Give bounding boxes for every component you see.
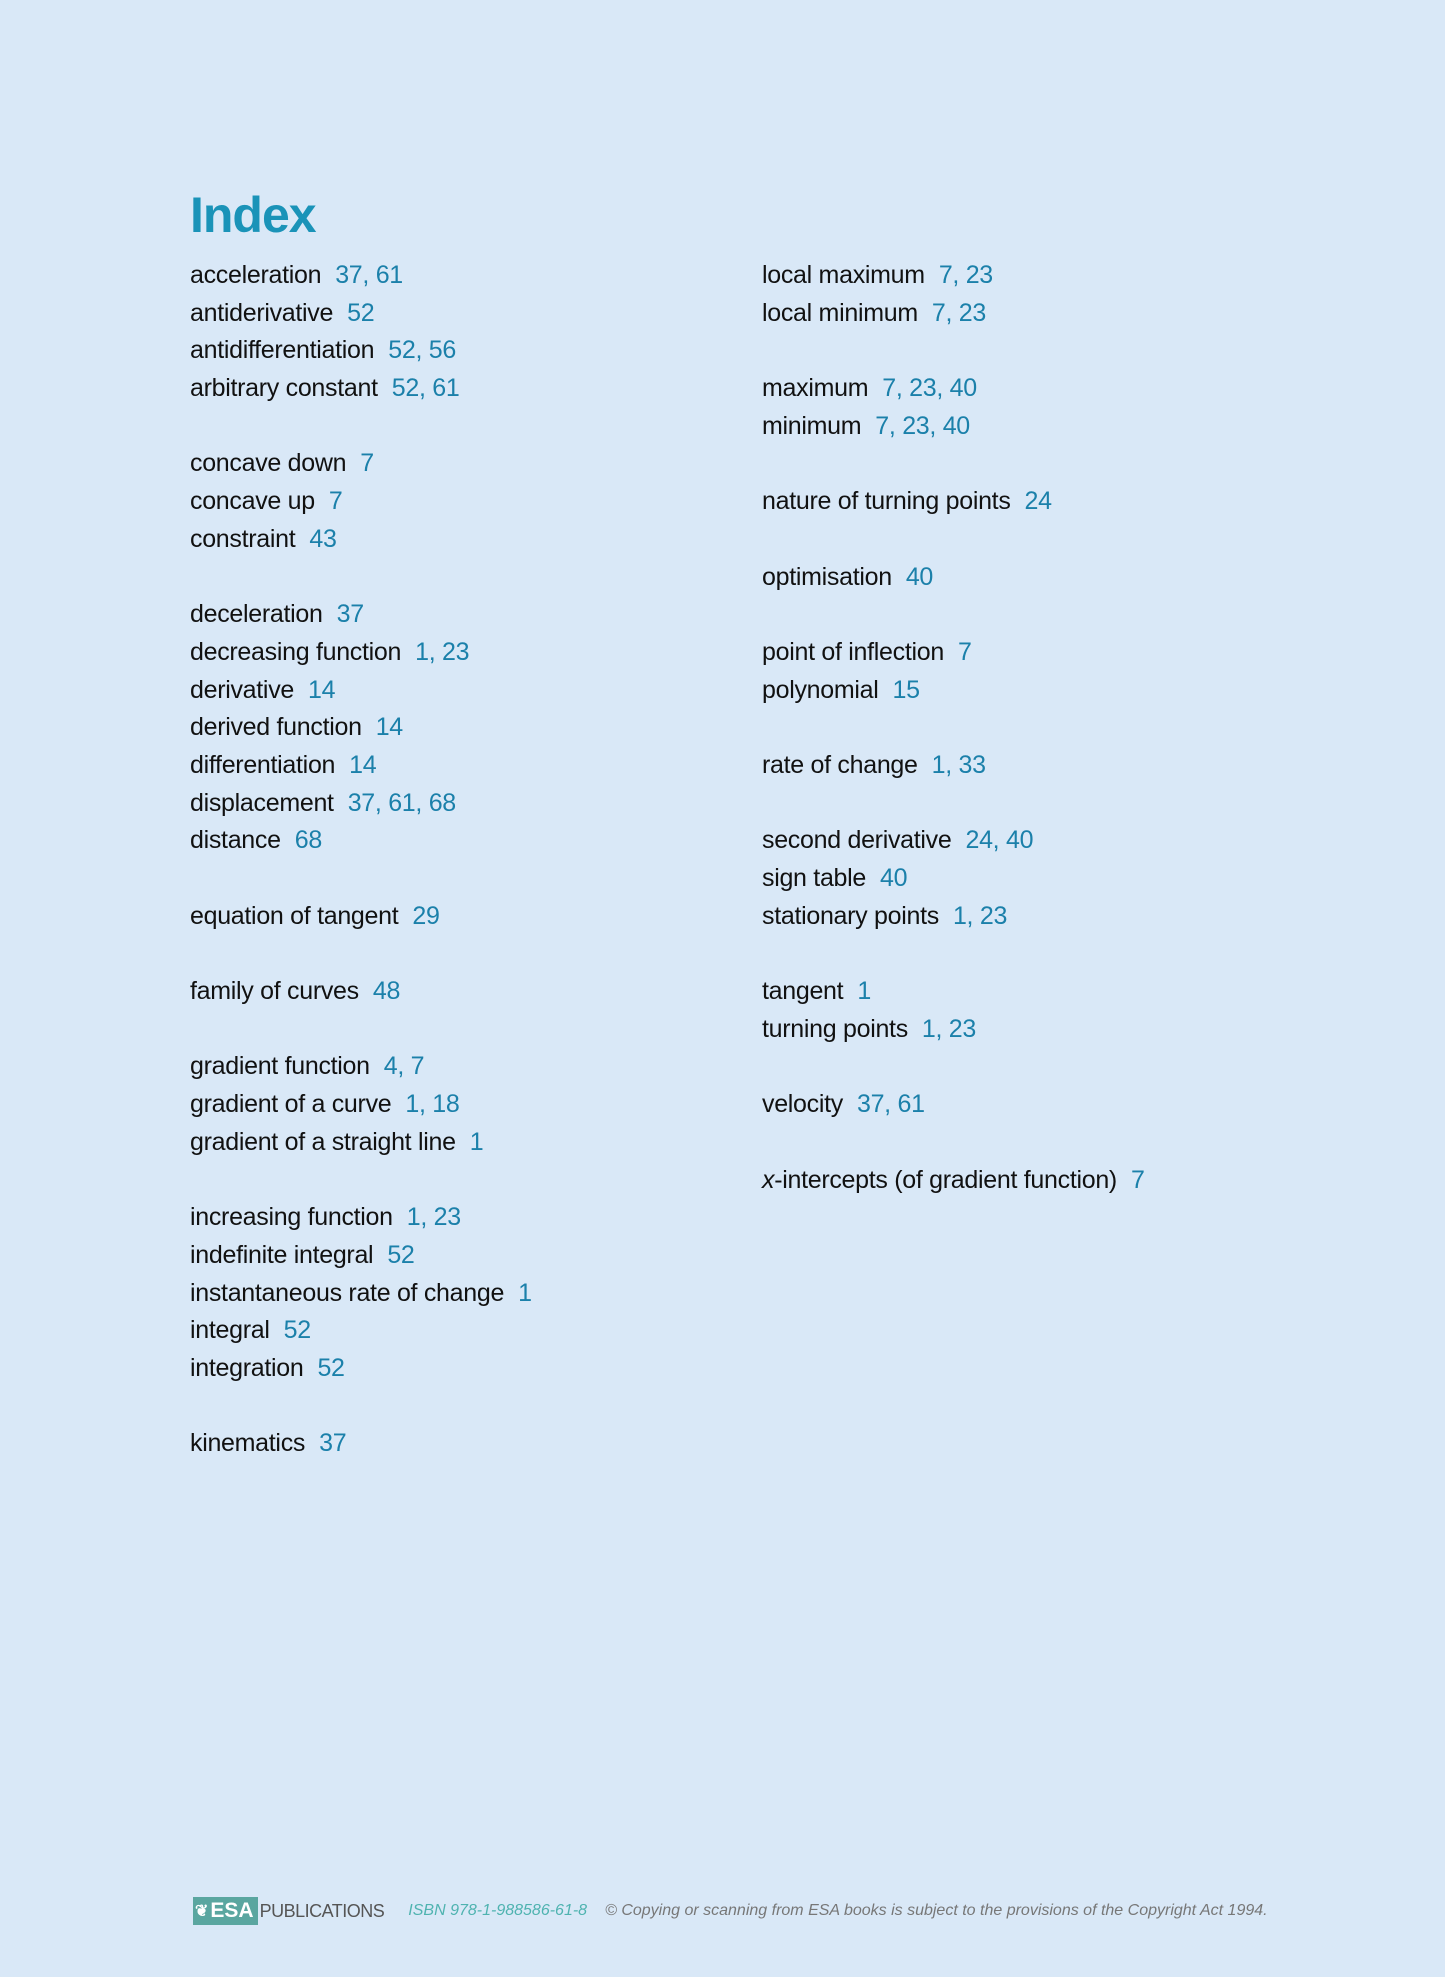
index-group: [762, 1162, 1145, 1200]
index-group: [762, 370, 1145, 445]
index-term: -intercepts (of gradient function): [774, 1165, 1117, 1194]
esa-logo: [193, 1897, 384, 1925]
index-entry: [190, 1275, 532, 1313]
index-page-numbers: 1, 23: [952, 901, 1008, 930]
index-term: deceleration: [190, 600, 323, 629]
index-page-numbers: 1: [857, 977, 871, 1006]
index-term-variable: x: [762, 1165, 775, 1194]
index-page-numbers: 52, 56: [388, 336, 456, 365]
index-page-numbers: 37: [336, 600, 364, 629]
index-entry: [190, 1312, 532, 1350]
index-group: [762, 822, 1145, 935]
index-term: nature of turning points: [762, 487, 1011, 516]
index-page-numbers: 48: [372, 977, 401, 1006]
index-group: [190, 1199, 532, 1387]
index-page-numbers: 14: [349, 750, 377, 779]
index-term: decreasing function: [190, 637, 402, 666]
index-page-numbers: 1: [518, 1278, 532, 1307]
index-group: [190, 1425, 532, 1463]
index-page-numbers: 1, 23: [406, 1203, 461, 1232]
index-page-numbers: 1, 33: [931, 750, 986, 779]
index-entry: [190, 521, 532, 559]
index-entry: [190, 898, 532, 936]
index-page-numbers: 7, 23, 40: [882, 374, 977, 403]
index-term: local minimum: [762, 298, 918, 327]
leaf-icon: ❦: [195, 1903, 209, 1920]
index-page-numbers: 7, 23: [938, 261, 993, 289]
index-page-numbers: 1, 23: [921, 1014, 977, 1043]
index-entry: [762, 973, 1145, 1011]
index-entry: [190, 785, 532, 823]
index-entry: [190, 483, 532, 521]
index-term: constraint: [190, 524, 296, 553]
index-entry: [190, 1350, 532, 1388]
index-entry: [190, 370, 532, 408]
index-entry: [190, 445, 532, 483]
index-entry: [762, 672, 1145, 710]
index-entry: [190, 257, 532, 295]
index-entry: [762, 860, 1145, 898]
index-group: [762, 257, 1145, 332]
index-page-numbers: 37: [319, 1429, 347, 1458]
index-entry: [762, 257, 1145, 295]
index-page-numbers: 37, 61: [335, 261, 403, 289]
index-group: [762, 559, 1145, 597]
index-entry: [190, 1124, 532, 1162]
index-group: [190, 1048, 532, 1161]
index-term: optimisation: [762, 562, 892, 591]
index-entry: [190, 1048, 532, 1086]
index-term: gradient of a straight line: [190, 1127, 456, 1156]
index-term: sign table: [762, 864, 867, 892]
index-entry: [190, 1086, 532, 1124]
index-entry: [762, 295, 1145, 333]
index-page-numbers: 40: [905, 562, 934, 591]
index-page-numbers: 52: [317, 1353, 345, 1382]
index-entry: [190, 596, 532, 634]
index-term: equation of tangent: [190, 901, 399, 930]
index-group: [190, 257, 532, 408]
index-term: integration: [190, 1353, 304, 1382]
index-term: integral: [190, 1316, 270, 1345]
index-page-numbers: 1, 23: [415, 637, 470, 666]
index-page-numbers: 37, 61, 68: [347, 788, 456, 817]
index-page-numbers: 7, 23: [931, 298, 986, 327]
index-entry: [190, 822, 532, 860]
index-entry: [762, 1086, 1145, 1124]
index-entry: [762, 408, 1145, 446]
index-page-numbers: 1, 18: [405, 1090, 460, 1119]
index-term: concave up: [190, 487, 315, 516]
index-term: second derivative: [762, 826, 952, 855]
index-term: family of curves: [190, 977, 359, 1006]
index-group: [762, 973, 1145, 1048]
index-page-numbers: 7, 23, 40: [875, 411, 970, 440]
index-entry: [762, 747, 1145, 785]
index-page-numbers: 14: [308, 675, 336, 704]
index-page-numbers: 7: [1130, 1165, 1145, 1194]
index-page-numbers: 52: [387, 1240, 415, 1269]
logo-mark: [193, 1897, 258, 1925]
logo-subtext: PUBLICATIONS: [259, 1900, 385, 1921]
index-term: gradient of a curve: [190, 1090, 392, 1119]
index-page-numbers: 68: [294, 826, 322, 855]
index-entry: [190, 1237, 532, 1275]
index-page-numbers: 43: [309, 524, 337, 553]
index-page-numbers: 29: [412, 901, 440, 930]
index-term: polynomial: [762, 675, 879, 704]
index-entry: [762, 559, 1145, 597]
index-group: [190, 445, 532, 558]
copyright-notice: © Copying or scanning from ESA books is subject to the provisions of the Copyright Act 1994.: [605, 1902, 1268, 1919]
index-term: minimum: [762, 411, 862, 440]
index-entry: [190, 709, 532, 747]
index-page-numbers: 15: [892, 675, 920, 704]
index-entry: [190, 634, 532, 672]
logo-text: ESA: [210, 1899, 254, 1922]
index-term: velocity: [762, 1090, 843, 1119]
index-term: kinematics: [190, 1429, 306, 1458]
index-term: rate of change: [762, 750, 918, 779]
index-group: [762, 747, 1145, 785]
index-entry: [762, 822, 1145, 860]
index-term: derived function: [190, 713, 362, 742]
index-entry: [762, 1011, 1145, 1049]
footer: [193, 1897, 1268, 1925]
index-term: tangent: [762, 977, 844, 1006]
index-column-right: [762, 257, 1145, 1237]
index-term: displacement: [190, 788, 334, 817]
index-page-numbers: 7: [328, 487, 343, 516]
index-term: antidifferentiation: [190, 336, 375, 365]
index-group: [762, 634, 1145, 709]
index-term: instantaneous rate of change: [190, 1278, 505, 1307]
index-entry: [762, 1162, 1145, 1200]
index-term: arbitrary constant: [190, 374, 378, 403]
index-page-numbers: 14: [375, 713, 403, 742]
index-page-numbers: 37, 61: [856, 1090, 925, 1119]
index-page-numbers: 7: [360, 449, 374, 478]
index-term: point of inflection: [762, 637, 944, 666]
index-group: [762, 1086, 1145, 1124]
page-title: Index: [190, 187, 316, 243]
index-page-numbers: 24: [1024, 487, 1052, 516]
isbn: ISBN 978-1-988586-61-8: [408, 1902, 588, 1919]
index-page-numbers: 7: [957, 637, 972, 666]
index-entry: [190, 1199, 532, 1237]
index-group: [190, 973, 532, 1011]
index-entry: [762, 634, 1145, 672]
index-term: stationary points: [762, 901, 939, 930]
index-entry: [762, 898, 1145, 936]
index-page-numbers: 52, 61: [391, 374, 460, 403]
index-term: antiderivative: [190, 298, 334, 327]
index-term: increasing function: [190, 1203, 393, 1232]
index-term: acceleration: [190, 261, 322, 289]
index-page-numbers: 24, 40: [965, 826, 1034, 855]
index-entry: [762, 370, 1145, 408]
index-entry: [190, 747, 532, 785]
index-term: differentiation: [190, 750, 336, 779]
index-group: [190, 898, 532, 936]
index-term: distance: [190, 826, 281, 855]
index-column-left: [190, 257, 532, 1501]
index-term: turning points: [762, 1014, 908, 1043]
index-entry: [190, 672, 532, 710]
index-entry: [190, 332, 532, 370]
index-term: derivative: [190, 675, 294, 704]
index-group: [190, 596, 532, 860]
index-entry: [762, 483, 1145, 521]
index-page-numbers: 52: [347, 298, 375, 327]
index-term: local maximum: [762, 261, 925, 289]
index-term: indefinite integral: [190, 1240, 374, 1269]
index-term: concave down: [190, 449, 347, 478]
index-term: gradient function: [190, 1052, 370, 1081]
index-term: maximum: [762, 374, 869, 403]
index-page-numbers: 52: [283, 1316, 311, 1345]
index-entry: [190, 973, 532, 1011]
index-entry: [190, 1425, 532, 1463]
index-page-numbers: 1: [469, 1127, 484, 1156]
index-page-numbers: 4, 7: [383, 1052, 425, 1081]
index-page-numbers: 40: [880, 864, 908, 892]
index-group: [762, 483, 1145, 521]
index-entry: [190, 295, 532, 333]
